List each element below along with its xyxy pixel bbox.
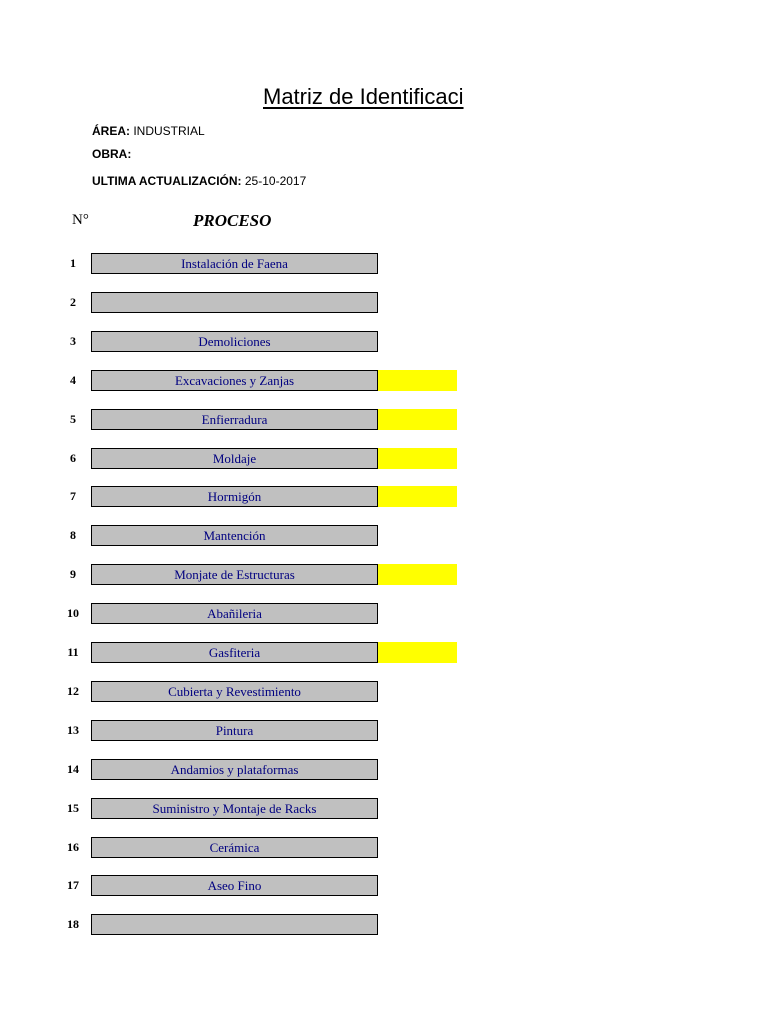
process-cell[interactable]: Gasfiteria <box>91 642 378 663</box>
row-number: 7 <box>70 489 76 503</box>
row-number: 11 <box>67 645 79 659</box>
update-label: ULTIMA ACTUALIZACIÓN: <box>92 174 242 188</box>
table-row <box>0 448 768 469</box>
row-number: 6 <box>70 451 76 465</box>
column-header-number: N° <box>72 212 89 228</box>
process-cell[interactable]: Pintura <box>91 720 378 741</box>
process-cell[interactable]: Monjate de Estructuras <box>91 564 378 585</box>
row-number: 13 <box>67 723 79 737</box>
process-cell[interactable]: Mantención <box>91 525 378 546</box>
table-row <box>0 642 768 663</box>
table-row <box>0 837 768 858</box>
row-number: 10 <box>67 606 79 620</box>
process-cell[interactable]: Hormigón <box>91 486 378 507</box>
document-title: Matriz de Identificaci <box>263 84 464 109</box>
process-cell[interactable]: Enfierradura <box>91 409 378 430</box>
highlight-cell <box>378 409 457 430</box>
row-number: 17 <box>67 878 79 892</box>
process-cell[interactable]: Instalación de Faena <box>91 253 378 274</box>
table-row <box>0 564 768 585</box>
highlight-cell <box>378 642 457 663</box>
highlight-cell <box>378 370 457 391</box>
table-row <box>0 370 768 391</box>
table-row <box>0 681 768 702</box>
table-row <box>0 914 768 935</box>
row-number: 1 <box>70 256 76 270</box>
process-cell[interactable]: Aseo Fino <box>91 875 378 896</box>
table-row <box>0 798 768 819</box>
table-row <box>0 875 768 896</box>
table-row <box>0 720 768 741</box>
row-number: 9 <box>70 567 76 581</box>
area-label: ÁREA: <box>92 124 130 138</box>
process-cell[interactable]: Andamios y plataformas <box>91 759 378 780</box>
row-number: 15 <box>67 801 79 815</box>
update-value: 25-10-2017 <box>244 174 307 188</box>
process-cell[interactable]: Cerámica <box>91 837 378 858</box>
update-line <box>92 174 306 188</box>
obra-label: OBRA: <box>92 147 132 161</box>
row-number: 8 <box>70 528 76 542</box>
table-row <box>0 331 768 352</box>
process-cell[interactable]: Cubierta y Revestimiento <box>91 681 378 702</box>
process-cell[interactable]: Abañileria <box>91 603 378 624</box>
table-row <box>0 409 768 430</box>
area-value: INDUSTRIAL <box>133 124 205 138</box>
highlight-cell <box>378 448 457 469</box>
process-cell[interactable] <box>91 292 378 313</box>
table-row <box>0 292 768 313</box>
area-line <box>92 124 205 138</box>
process-cell[interactable]: Moldaje <box>91 448 378 469</box>
column-header-process: PROCESO <box>193 211 272 230</box>
table-row <box>0 253 768 274</box>
process-cell[interactable] <box>91 914 378 935</box>
table-row <box>0 759 768 780</box>
table-row <box>0 603 768 624</box>
row-number: 3 <box>70 334 76 348</box>
process-cell[interactable]: Suministro y Montaje de Racks <box>91 798 378 819</box>
process-cell[interactable]: Demoliciones <box>91 331 378 352</box>
highlight-cell <box>378 564 457 585</box>
process-cell[interactable]: Excavaciones y Zanjas <box>91 370 378 391</box>
obra-line <box>92 147 131 161</box>
row-number: 16 <box>67 840 79 854</box>
row-number: 12 <box>67 684 79 698</box>
table-row <box>0 525 768 546</box>
row-number: 14 <box>67 762 79 776</box>
highlight-cell <box>378 486 457 507</box>
row-number: 4 <box>70 373 76 387</box>
row-number: 5 <box>70 412 76 426</box>
table-row <box>0 486 768 507</box>
row-number: 18 <box>67 917 79 931</box>
row-number: 2 <box>70 295 76 309</box>
